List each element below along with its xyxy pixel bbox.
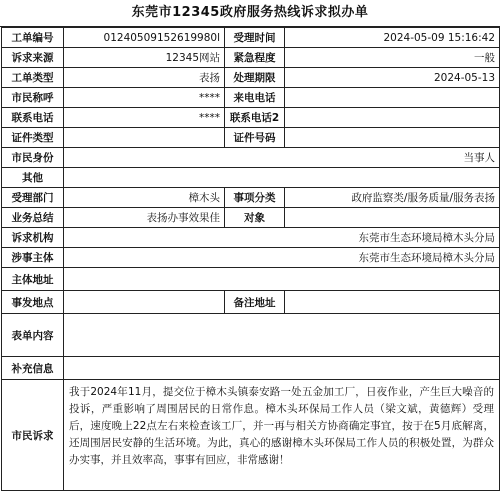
table-row bbox=[2, 128, 500, 148]
label-deadline: 处理期限 bbox=[225, 68, 285, 88]
table-row bbox=[2, 28, 500, 48]
table-row bbox=[2, 48, 500, 68]
value-business: 表扬办事效果佳 bbox=[64, 208, 225, 228]
label-other: 其他 bbox=[2, 168, 64, 188]
label-accept-time: 受理时间 bbox=[225, 28, 285, 48]
value-work-order-no: 01240509152619980l bbox=[64, 28, 225, 48]
label-caller-phone: 来电电话 bbox=[225, 88, 285, 108]
table-row bbox=[2, 68, 500, 88]
label-urgency: 紧急程度 bbox=[225, 48, 285, 68]
value-source: 12345网站 bbox=[64, 48, 225, 68]
label-remark-addr: 备注地址 bbox=[225, 291, 285, 314]
table-row bbox=[2, 228, 500, 248]
label-appeal-org: 诉求机构 bbox=[2, 228, 64, 248]
value-deadline: 2024-05-13 bbox=[285, 68, 500, 88]
label-dept: 受理部门 bbox=[2, 188, 64, 208]
label-subject: 涉事主体 bbox=[2, 248, 64, 268]
page-title: 东莞市12345政府服务热线诉求拟办单 bbox=[0, 0, 500, 27]
table-row bbox=[2, 108, 500, 128]
label-order-type: 工单类型 bbox=[2, 68, 64, 88]
label-contact-phone2: 联系电话2 bbox=[225, 108, 285, 128]
label-category: 事项分类 bbox=[225, 188, 285, 208]
label-incident-place: 事发地点 bbox=[2, 291, 64, 314]
value-contact-phone2 bbox=[285, 108, 500, 128]
value-citizen-name: **** bbox=[64, 88, 225, 108]
label-id-no: 证件号码 bbox=[225, 128, 285, 148]
value-accept-time: 2024-05-09 15:16:42 bbox=[285, 28, 500, 48]
value-contact-phone: **** bbox=[64, 108, 225, 128]
table-row bbox=[2, 168, 500, 188]
value-citizen-appeal: 我于2024年11月，提交位于樟木头镇泰安路一处五金加工厂，日夜作业，产生巨大噪音的投诉，严重影响了周围居民的日常作息。樟木头环保局工作人员（梁文斌，黄德辉）受理后，速度晚上22点左右来检查该工厂，并一再与相关方协商确定事宜，按于在5月底解离，还周围居民安静的生活环境。为此，真心的感谢樟木头环保局工作人员的积极处置，为群众办实事，并且效率高，事事有回应，非常感谢！ bbox=[64, 380, 500, 491]
table-row bbox=[2, 314, 500, 357]
label-business: 业务总结 bbox=[2, 208, 64, 228]
table-row bbox=[2, 380, 500, 491]
value-order-type: 表扬 bbox=[64, 68, 225, 88]
label-work-order-no: 工单编号 bbox=[2, 28, 64, 48]
value-content bbox=[64, 314, 500, 357]
table-row bbox=[2, 248, 500, 268]
value-incident-place bbox=[64, 291, 225, 314]
work-order-table bbox=[1, 27, 500, 491]
value-remark-addr bbox=[285, 291, 500, 314]
table-row bbox=[2, 268, 500, 291]
value-appeal-org: 东莞市生态环境局樟木头分局 bbox=[64, 228, 500, 248]
value-extra bbox=[64, 357, 500, 380]
value-caller-phone bbox=[285, 88, 500, 108]
value-subject: 东莞市生态环境局樟木头分局 bbox=[64, 248, 500, 268]
label-citizen-appeal: 市民诉求 bbox=[2, 380, 64, 491]
table-row bbox=[2, 148, 500, 168]
label-citizen-identity: 市民身份 bbox=[2, 148, 64, 168]
value-id-no bbox=[285, 128, 500, 148]
value-citizen-identity: 当事人 bbox=[64, 148, 500, 168]
value-id-type bbox=[64, 128, 225, 148]
label-id-type: 证件类型 bbox=[2, 128, 64, 148]
table-row bbox=[2, 188, 500, 208]
table-row bbox=[2, 208, 500, 228]
label-citizen-name: 市民称呼 bbox=[2, 88, 64, 108]
label-extra: 补充信息 bbox=[2, 357, 64, 380]
value-urgency: 一般 bbox=[285, 48, 500, 68]
table-row bbox=[2, 357, 500, 380]
label-subject-addr: 主体地址 bbox=[2, 268, 64, 291]
label-contact-phone: 联系电话 bbox=[2, 108, 64, 128]
value-dept: 樟木头 bbox=[64, 188, 225, 208]
value-category: 政府监察类/服务质量/服务表扬 bbox=[285, 188, 500, 208]
table-row bbox=[2, 291, 500, 314]
table-row bbox=[2, 88, 500, 108]
label-source: 诉求来源 bbox=[2, 48, 64, 68]
value-other bbox=[64, 168, 500, 188]
value-subject-addr bbox=[64, 268, 500, 291]
label-content: 表单内容 bbox=[2, 314, 64, 357]
value-object bbox=[285, 208, 500, 228]
label-object: 对象 bbox=[225, 208, 285, 228]
